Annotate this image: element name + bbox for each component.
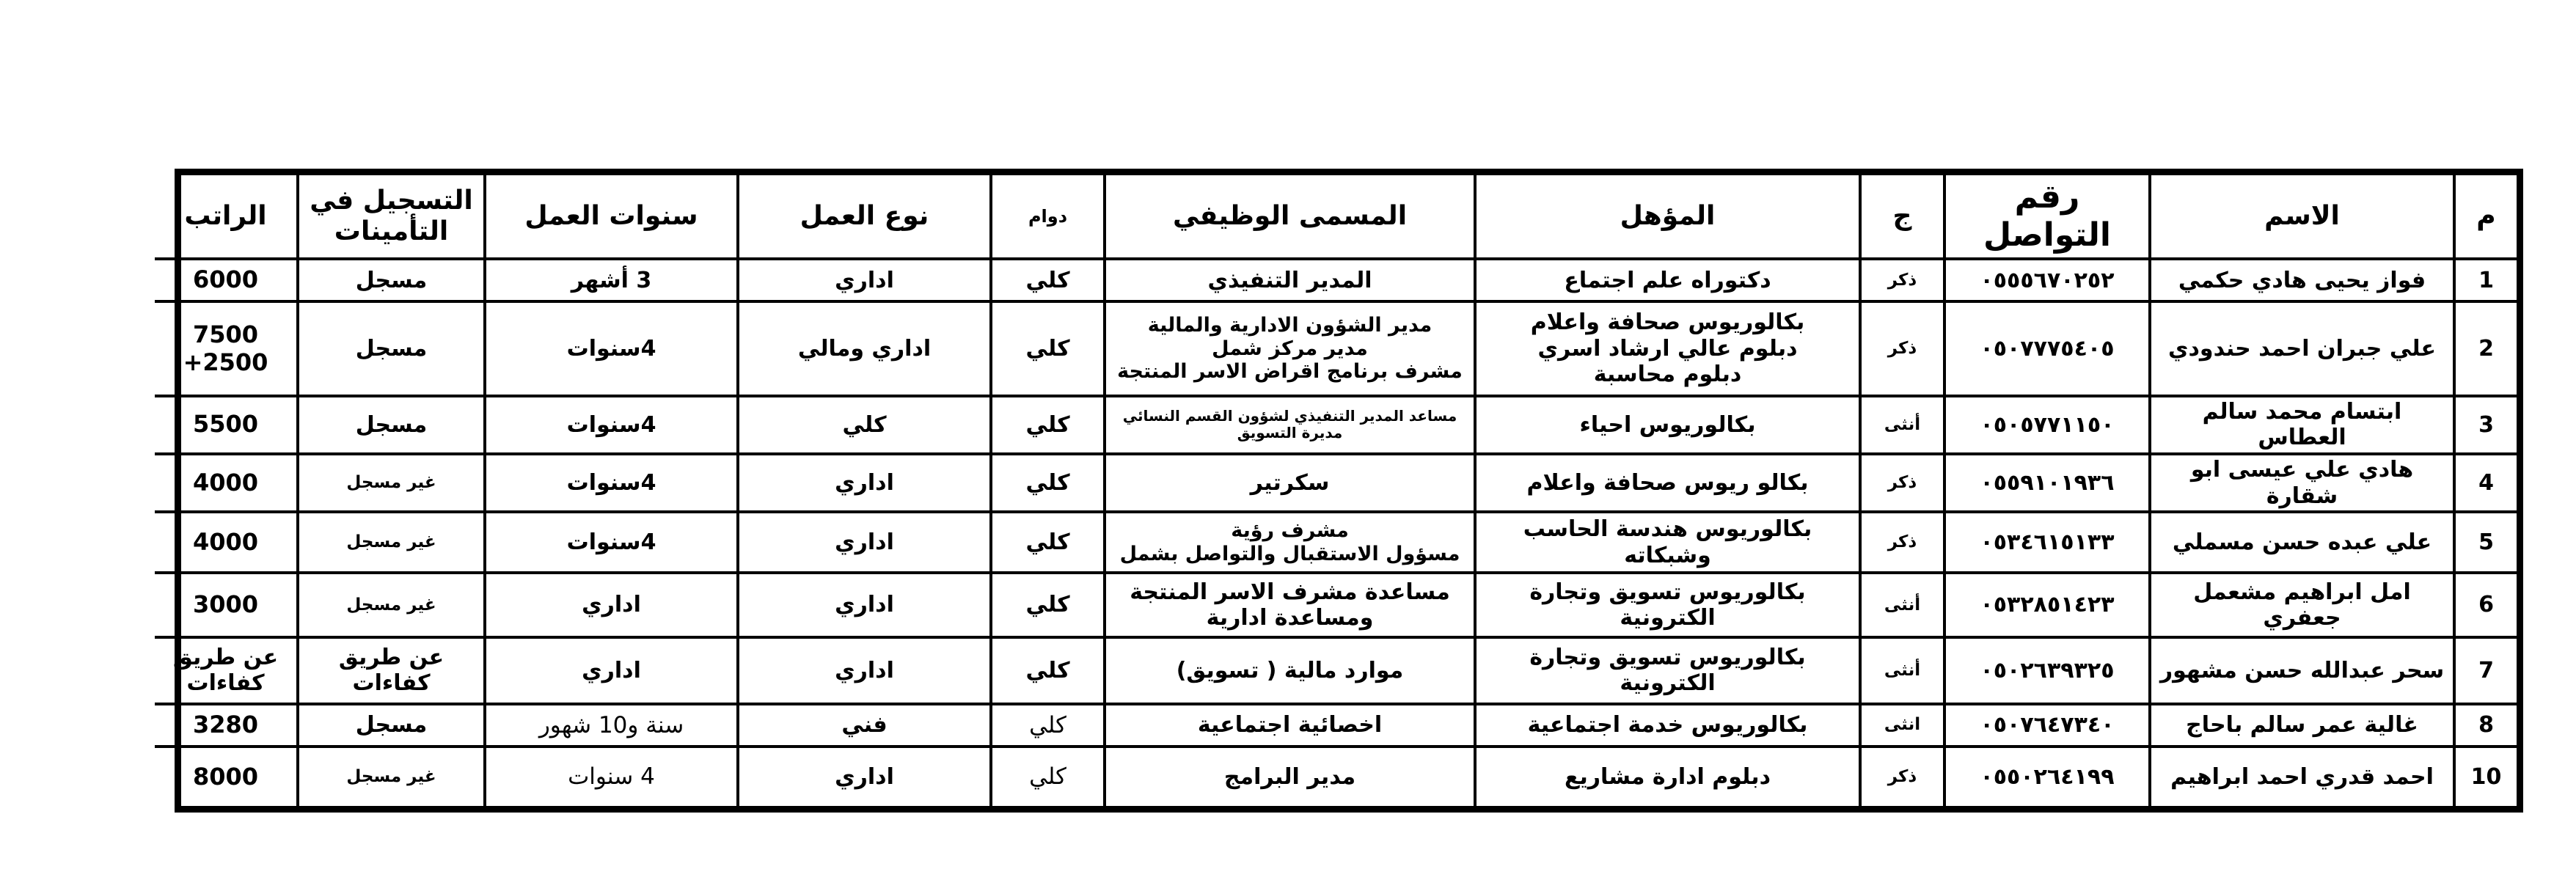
cell-gender: انثى	[1860, 704, 1944, 747]
cell-qualification-line: بكالوريوس صحافة واعلام	[1530, 309, 1805, 336]
table-row	[155, 573, 2517, 637]
cell-num: 2	[2454, 301, 2517, 395]
cell-salary-line: 3000	[192, 590, 259, 619]
table-row	[155, 512, 2517, 573]
cell-gender: أنثى	[1860, 396, 1944, 454]
cell-qualification-line: بكالوريوس احياء	[1579, 411, 1756, 438]
cell-years: 4سنوات	[485, 301, 738, 395]
cell-insurance: مسجل	[298, 259, 485, 302]
cell-years: 4سنوات	[485, 396, 738, 454]
cell-shift: كلي	[991, 259, 1105, 302]
cell-qualification-line: بكالوريوس تسويق وتجارة الكترونية	[1529, 644, 1806, 697]
cell-job-title-line: مدير مركز شمل	[1212, 337, 1368, 360]
cell-num: 1	[2454, 259, 2517, 302]
table-row	[155, 637, 2517, 704]
header-name: الاسم	[2150, 175, 2454, 259]
cell-job-title-line: مشرف رؤية	[1231, 518, 1349, 542]
cell-qualification-line: بكالوريوس خدمة اجتماعية	[1527, 712, 1808, 738]
cell-job-title	[1105, 301, 1475, 395]
cell-years: 4سنوات	[485, 512, 738, 573]
cell-insurance: مسجل	[298, 704, 485, 747]
cell-gender: ذكر	[1860, 454, 1944, 512]
header-phone: رقم التواصل	[1944, 175, 2150, 259]
cell-num: 8	[2454, 704, 2517, 747]
cell-salary-line: كفاءات	[186, 670, 265, 697]
header-job-title: المسمى الوظيفي	[1105, 175, 1475, 259]
cell-name: ابتسام محمد سالم العطاس	[2150, 396, 2454, 454]
cell-job-title-line: مساعد المدير التنفيذي لشؤون القسم النسائي	[1122, 406, 1457, 425]
cell-job-title-line: موارد مالية ( تسويق)	[1176, 657, 1404, 683]
cell-salary	[155, 512, 298, 573]
cell-job-title	[1105, 704, 1475, 747]
cell-salary	[155, 454, 298, 512]
cell-insurance: عن طريق كفاءات	[298, 637, 485, 704]
cell-years: اداري	[485, 573, 738, 637]
cell-job-title-line: سكرتير	[1250, 470, 1330, 496]
cell-phone: ٠٥٠٥٧٧١١٥٠	[1944, 396, 2150, 454]
cell-job-title	[1105, 573, 1475, 637]
cell-work-type: فني	[738, 704, 991, 747]
cell-job-title-line: مدير البرامج	[1223, 763, 1356, 790]
cell-name: سحر عبدالله حسن مشهور	[2150, 637, 2454, 704]
cell-work-type: اداري	[738, 573, 991, 637]
cell-shift: كلي	[991, 704, 1105, 747]
cell-work-type: اداري ومالي	[738, 301, 991, 395]
cell-salary-line: 6000	[192, 265, 259, 294]
cell-job-title	[1105, 512, 1475, 573]
cell-salary-line: 4000	[192, 527, 259, 556]
cell-qualification	[1475, 747, 1860, 806]
cell-qualification	[1475, 512, 1860, 573]
cell-salary	[155, 301, 298, 395]
header-shift: دوام	[991, 175, 1105, 259]
cell-shift: كلي	[991, 747, 1105, 806]
cell-job-title-line: المدير التنفيذي	[1207, 267, 1372, 293]
cell-insurance: غير مسجل	[298, 747, 485, 806]
cell-num: 6	[2454, 573, 2517, 637]
cell-work-type: اداري	[738, 259, 991, 302]
cell-qualification	[1475, 396, 1860, 454]
cell-job-title-line: اخصائية اجتماعية	[1197, 712, 1383, 738]
cell-job-title-line: مدير الشؤون الادارية والمالية	[1147, 313, 1432, 337]
cell-qualification-line: دبلوم عالي ارشاد اسري	[1537, 335, 1798, 362]
cell-qualification-line: دكتوراه علم اجتماع	[1564, 267, 1771, 293]
header-salary: الراتب	[155, 175, 298, 259]
cell-num: 7	[2454, 637, 2517, 704]
cell-gender: أنثى	[1860, 637, 1944, 704]
cell-work-type: اداري	[738, 637, 991, 704]
table-row	[155, 454, 2517, 512]
cell-shift: كلي	[991, 301, 1105, 395]
cell-job-title-line: مسؤول الاستقبال والتواصل بشمل	[1119, 542, 1460, 565]
cell-shift: كلي	[991, 637, 1105, 704]
cell-phone: ٠٥٠٧٧٧٥٤٠٥	[1944, 301, 2150, 395]
cell-insurance: مسجل	[298, 396, 485, 454]
cell-salary	[155, 637, 298, 704]
cell-qualification	[1475, 454, 1860, 512]
header-qualification: المؤهل	[1475, 175, 1860, 259]
table-row	[155, 747, 2517, 806]
employee-table	[155, 175, 2517, 806]
cell-gender: أنثى	[1860, 573, 1944, 637]
cell-salary	[155, 396, 298, 454]
cell-salary	[155, 259, 298, 302]
table-row	[155, 704, 2517, 747]
cell-work-type: اداري	[738, 454, 991, 512]
cell-name: علي جبران احمد حندودي	[2150, 301, 2454, 395]
cell-qualification	[1475, 573, 1860, 637]
cell-salary	[155, 573, 298, 637]
cell-shift: كلي	[991, 454, 1105, 512]
cell-qualification-line: بكالوريوس تسويق وتجارة الكترونية	[1529, 579, 1806, 631]
cell-qualification	[1475, 704, 1860, 747]
cell-shift: كلي	[991, 512, 1105, 573]
header-row	[155, 175, 2517, 259]
cell-salary-line: 5500	[192, 410, 259, 439]
cell-qualification	[1475, 259, 1860, 302]
cell-salary-line: 7500	[192, 320, 259, 348]
cell-gender: ذكر	[1860, 512, 1944, 573]
cell-salary-line: عن طريق	[172, 644, 279, 670]
cell-job-title	[1105, 259, 1475, 302]
cell-insurance: غير مسجل	[298, 512, 485, 573]
cell-salary-line: 2500+	[183, 348, 268, 376]
cell-shift: كلي	[991, 573, 1105, 637]
cell-job-title-line: ومساعدة ادارية	[1206, 605, 1374, 631]
cell-name: غالية عمر سالم باحاج	[2150, 704, 2454, 747]
cell-job-title-line: مساعدة مشرف الاسر المنتجة	[1130, 579, 1450, 605]
cell-job-title	[1105, 396, 1475, 454]
header-work-type: نوع العمل	[738, 175, 991, 259]
cell-name: امل ابراهيم مشعمل جعفري	[2150, 573, 2454, 637]
cell-salary-line: 4000	[192, 468, 259, 496]
cell-years: سنة و10 شهور	[485, 704, 738, 747]
cell-shift: كلي	[991, 396, 1105, 454]
cell-years: اداري	[485, 637, 738, 704]
cell-insurance: مسجل	[298, 301, 485, 395]
header-gender: ج	[1860, 175, 1944, 259]
employee-table-frame	[172, 169, 2523, 813]
cell-insurance: غير مسجل	[298, 454, 485, 512]
cell-phone: ٠٥٥٥٦٧٠٢٥٢	[1944, 259, 2150, 302]
cell-phone: ٠٥٣٤٦١٥١٣٣	[1944, 512, 2150, 573]
cell-work-type: اداري	[738, 512, 991, 573]
cell-qualification	[1475, 637, 1860, 704]
cell-qualification	[1475, 301, 1860, 395]
cell-salary-line: 3280	[192, 711, 259, 739]
cell-salary-line: 8000	[192, 762, 259, 791]
cell-years: 4سنوات	[485, 454, 738, 512]
table-body	[155, 259, 2517, 806]
cell-num: 5	[2454, 512, 2517, 573]
cell-phone: ٠٥٥٩١٠١٩٣٦	[1944, 454, 2150, 512]
cell-num: 4	[2454, 454, 2517, 512]
header-years: سنوات العمل	[485, 175, 738, 259]
cell-work-type: اداري	[738, 747, 991, 806]
cell-years: 4 سنوات	[485, 747, 738, 806]
cell-phone: ٠٥٣٢٨٥١٤٢٣	[1944, 573, 2150, 637]
cell-qualification-line: دبلوم محاسبة	[1593, 362, 1742, 388]
cell-job-title	[1105, 454, 1475, 512]
cell-num: 10	[2454, 747, 2517, 806]
cell-qualification-line: بكالو ريوس صحافة واعلام	[1526, 470, 1809, 496]
cell-qualification-line: دبلوم ادارة مشاريع	[1565, 763, 1771, 790]
table-row	[155, 259, 2517, 302]
cell-name: احمد قدري احمد ابراهيم	[2150, 747, 2454, 806]
cell-name: علي عبده حسن مسملي	[2150, 512, 2454, 573]
cell-insurance: غير مسجل	[298, 573, 485, 637]
cell-job-title-line: مديرة التسويق	[1237, 424, 1343, 442]
cell-num: 3	[2454, 396, 2517, 454]
cell-salary	[155, 704, 298, 747]
header-insurance: التسجيل في التأمينات	[298, 175, 485, 259]
cell-qualification-line: بكالوريوس هندسة الحاسب وشبكاته	[1523, 516, 1812, 568]
cell-name: فواز يحيى هادي حكمي	[2150, 259, 2454, 302]
cell-phone: ٠٥٠٧٦٤٧٣٤٠	[1944, 704, 2150, 747]
cell-job-title	[1105, 637, 1475, 704]
table-row	[155, 301, 2517, 395]
table-row	[155, 396, 2517, 454]
cell-gender: ذكر	[1860, 301, 1944, 395]
cell-phone: ٠٥٥٠٢٦٤١٩٩	[1944, 747, 2150, 806]
cell-years: 3 أشهر	[485, 259, 738, 302]
cell-name: هادي علي عيسى ابو شقارة	[2150, 454, 2454, 512]
cell-job-title	[1105, 747, 1475, 806]
cell-job-title-line: مشرف برنامج اقراض الاسر المنتجة	[1117, 360, 1463, 384]
cell-gender: ذكر	[1860, 747, 1944, 806]
cell-phone: ٠٥٠٢٦٣٩٣٢٥	[1944, 637, 2150, 704]
cell-work-type: كلي	[738, 396, 991, 454]
header-num: م	[2454, 175, 2517, 259]
cell-gender: ذكر	[1860, 259, 1944, 302]
cell-salary	[155, 747, 298, 806]
